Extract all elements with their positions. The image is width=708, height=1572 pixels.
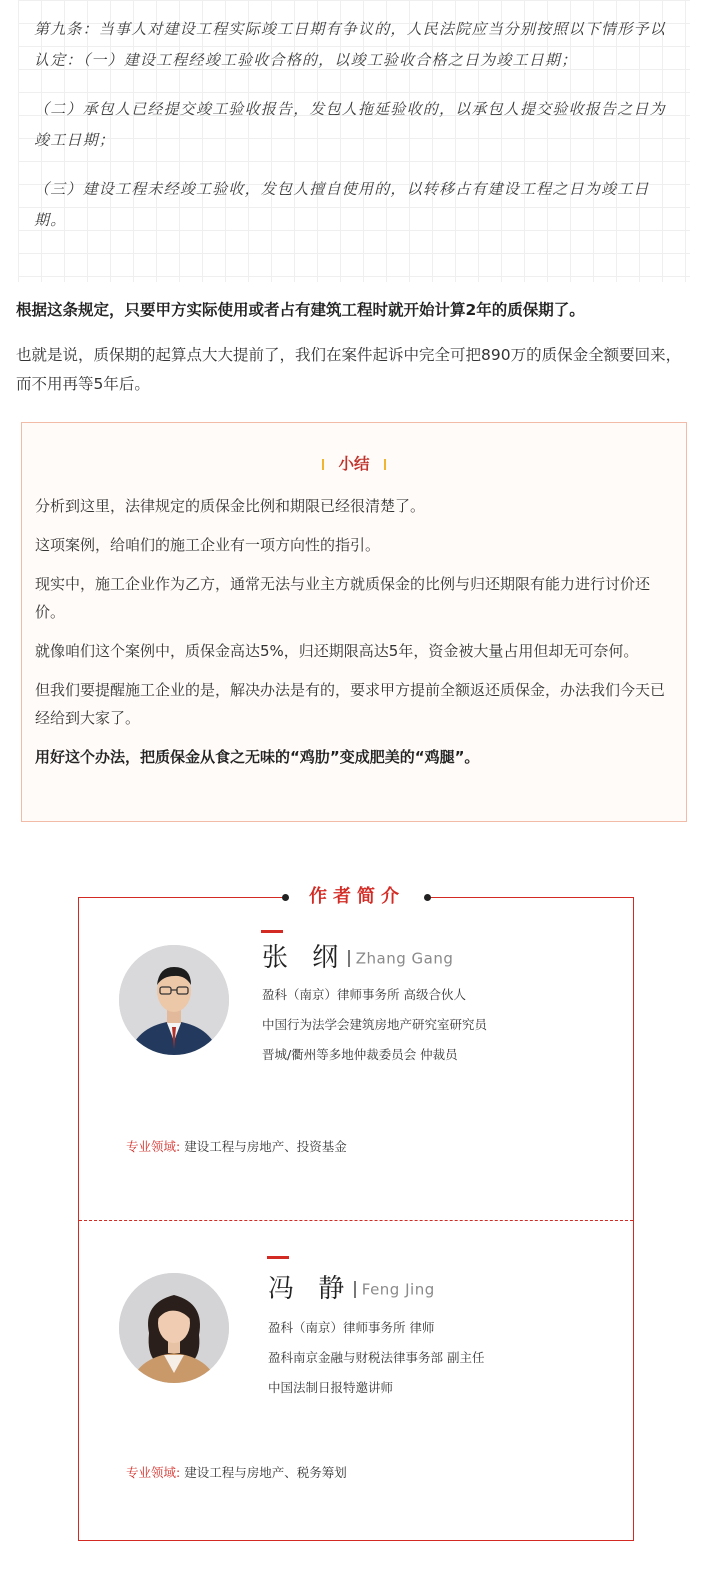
specialty-line [126, 1137, 347, 1157]
summary-paragraph: 就像咱们这个案例中，质保金高达5%，归还期限高达5年，资金被大量占用但却无可奈何。 [35, 642, 639, 660]
body-paragraph: 也就是说，质保期的起算点大大提前了，我们在案件起诉中完全可把890万的质保金全额要回来，而不用再等5年后。 [16, 346, 682, 393]
title-bar-left [322, 459, 324, 470]
author-title-line: 盈科南京金融与财税法律事务部 副主任 [268, 1350, 485, 1365]
quote-paragraph-2: （二）承包人已经提交竣工验收报告，发包人拖延验收的，以承包人提交验收报告之日为竣工日期； [34, 100, 666, 149]
name-separator [354, 1281, 356, 1298]
author-title-line: 中国法制日报特邀讲师 [268, 1380, 394, 1395]
author-pinyin: Zhang Gang [355, 949, 454, 968]
specialty-value: 建设工程与房地产、投资基金 [180, 1139, 347, 1154]
name-accent [261, 930, 283, 933]
author-name [262, 941, 453, 975]
bold-statement: 根据这条规定，只要甲方实际使用或者占有建筑工程时就开始计算2年的质保期了。 [16, 301, 585, 319]
author-divider [79, 1220, 633, 1221]
name-separator [348, 950, 350, 967]
heading-line-right [430, 897, 634, 898]
author-pinyin: Feng Jing [361, 1280, 435, 1299]
summary-paragraph: 现实中，施工企业作为乙方，通常无法与业主方就质保金的比例与归还期限有能力进行讨价还价。 [35, 575, 651, 621]
summary-paragraph: 但我们要提醒施工企业的是，解决办法是有的，要求甲方提前全额返还质保金，办法我们今天已经给到大家了。 [35, 681, 666, 727]
specialty-value: 建设工程与房地产、税务筹划 [180, 1465, 347, 1480]
avatar [119, 945, 229, 1055]
authors-heading: 作者简介 [309, 886, 405, 907]
summary-paragraph: 分析到这里，法律规定的质保金比例和期限已经很清楚了。 [35, 497, 426, 515]
specialty-line [126, 1463, 347, 1483]
author-title-line: 盈科（南京）律师事务所 律师 [268, 1320, 435, 1335]
summary-title [35, 453, 673, 475]
author-name [268, 1272, 435, 1306]
woman-portrait-icon [119, 1273, 229, 1383]
summary-closing: 用好这个办法，把质保金从食之无味的“鸡肋”变成肥美的“鸡腿”。 [35, 748, 480, 766]
summary-box [21, 422, 687, 822]
man-portrait-icon [119, 945, 229, 1055]
summary-paragraph: 这项案例，给咱们的施工企业有一项方向性的指引。 [35, 536, 381, 554]
specialty-label: 专业领域: [126, 1139, 181, 1154]
heading-dot-right [424, 894, 431, 901]
quote-paragraph-1: 第九条：当事人对建设工程实际竣工日期有争议的，人民法院应当分别按照以下情形予以认定：（一）建设工程经竣工验收合格的，以竣工验收合格之日为竣工日期； [34, 20, 666, 69]
author-title-line: 晋城/衢州等多地仲裁委员会 仲裁员 [262, 1047, 458, 1062]
summary-title-text: 小结 [338, 455, 370, 473]
author-name-text: 张 纲 [262, 943, 347, 973]
specialty-label: 专业领域: [126, 1465, 181, 1480]
quote-paragraph-3: （三）建设工程未经竣工验收，发包人擅自使用的，以转移占有建设工程之日为竣工日期。 [34, 180, 650, 229]
heading-line-left [78, 897, 284, 898]
avatar [119, 1273, 229, 1383]
title-bar-right [384, 459, 386, 470]
author-title-line: 盈科（南京）律师事务所 高级合伙人 [262, 987, 466, 1002]
author-title-line: 中国行为法学会建筑房地产研究室研究员 [262, 1017, 488, 1032]
name-accent [267, 1256, 289, 1259]
quoted-article [18, 0, 690, 282]
author-name-text: 冯 静 [268, 1274, 353, 1304]
heading-dot-left [282, 894, 289, 901]
